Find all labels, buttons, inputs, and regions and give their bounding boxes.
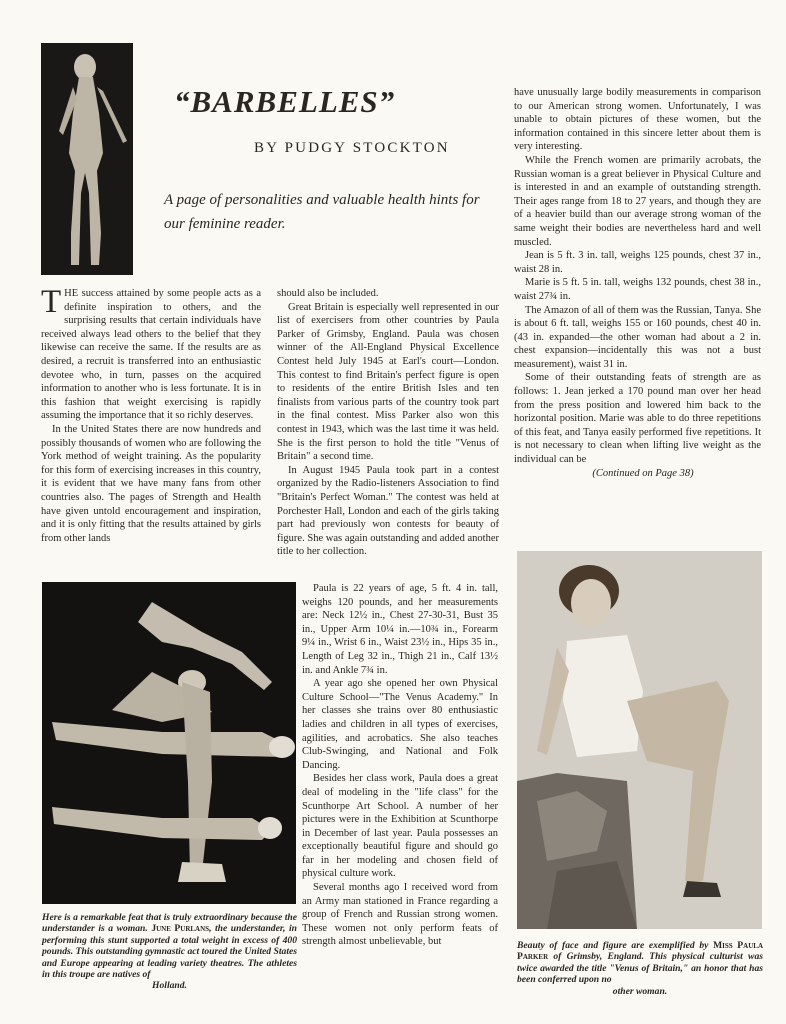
column-2-bottom [302, 582, 498, 949]
column-2-top [277, 287, 499, 559]
article-subtitle: A page of personalities and valuable health hints for our feminine reader. [164, 192, 480, 232]
paragraph: While the French women are primarily acrobats, the Russian woman is a great believer in Physical Culture and is interested in and an example of outstanding strength. Their ages range from 18 to 27 years, and though they are of a heavier build than our average strong woman of the same weight their bodies are nevertheless hard and well muscled. [514, 154, 761, 248]
paragraph: Besides her class work, Paula does a great deal of modeling in the "life class" for the Scunthorpe Art School. A number of her pictures were in the Exhibition at Scunthorpe in December of last year. Paula possesses an exceptionally beautiful figure and should go far in her modeling and chosen field of physical culture work. [302, 773, 498, 880]
paragraph: A year ago she opened her own Physical Culture School—"The Venus Academy." In her classes she trains over 80 enthusiastic ladies and children in all types of exercises, agilities, and acrobatics. She also teaches Club-Swinging, and National and Folk Dancing. [302, 678, 498, 771]
paragraph: Some of their outstanding feats of strength are as follows: 1. Jean jerked a 170 pound man over her head from the press position and lowered him back to the horizontal position. Marie was able to do three repetitions of this feat, and Tanya easily performed five repetitions. It is not necessary to clean when lifting live weight as the individual can be [514, 372, 761, 466]
paragraph: Marie is 5 ft. 5 in. tall, weighs 132 pounds, chest 38 in., waist 27¾ in. [514, 277, 761, 302]
article-byline: BY PUDGY STOCKTON [254, 140, 450, 156]
paragraph: In August 1945 Paula took part in a contest organized by the Radio-listeners Association to find "Britain's Perfect Woman." The contest was held at Porchester Hall, London and each of the girls taking part had previously won contests for beauty of figure. She was again outstanding and added another title to her collection. [277, 464, 499, 558]
column-3 [514, 86, 761, 480]
paragraph: Great Britain is especially well represented in our list of exercisers from other countries by Paula Parker of Grimsby, England. Paula was chosen winner of the All-England Physical Excellence Contest held July 1945 at Earl's court—London. This contest to find Britain's perfect figure is open to residents of the entire British Isles and ten finalists from various parts of the country took part in the final contest. Miss Parker also won this contest in 1943, which was the last time it was held. She is the first person to hold the title "Venus of Britain" a second time. [277, 301, 499, 463]
photo-paula-parker [517, 551, 762, 929]
caption-name: June Purlans [151, 923, 210, 935]
paragraph: Several months ago I received word from an Army man stationed in France regarding a group of French and Russian strong women. These women not only perform feats of strength almost unbelievable, but [302, 882, 498, 948]
paragraph: have unusually large bodily measurements in comparison to our American strong women. Unfortunately, I was unable to obtain pictures of these women, but the information contained in this sincere letter about them is very interesting. [514, 87, 761, 153]
paragraph: Paula is 22 years of age, 5 ft. 4 in. tall, weighs 120 pounds, and her measurements are: Neck 12½ in., Chest 27-30-31, Bust 35 in., Upper Arm 10¼ in.—10¾ in., Forearm 9¼ in., Wrist 6 in., Waist 23½ in., Hips 35 in., Length of Leg 32 in., Thigh 21 in., Calf 13½ in. and Ankle 7¾ in. [302, 583, 498, 676]
paragraph: In the United States there are now hundreds and possibly thousands of women who are following the York method of weight training. As the popularity for this form of exercising increases in this country, it is evident that we have many fans from other countries also. The pages of Strength and Health have given untold encouragement and inspiration, and it is only fitting that the results attained by girls from other lands [41, 423, 261, 544]
paragraph: The Amazon of all of them was the Russian, Tanya. She is about 6 ft. tall, weighs 155 or 160 pounds, chest 40 in. (43 in. expanded—the other woman had about a 2 in. chest expansion—incidentally this was not a bust measurement), waist 31 in. [514, 304, 761, 370]
paragraph: should also be included. [277, 288, 379, 299]
caption-acrobats: Here is a remarkable feat that is truly extraordinary because the understander is a woman. June Purlans, the understander, in performing this stunt supported a total weight in excess of 400 pounds. This outstanding gymnastic act toured the United States and Europe appearing at leading variety theatres. The athletes in this troupe are natives of Holland. [42, 912, 297, 992]
photo-acrobat-troupe [42, 582, 296, 904]
column-1 [41, 284, 261, 545]
paragraph: THE success attained by some people acts as a definite inspiration to others, and the surprising results that certain individuals have received always lead others to the belief that they likewise can receive the same. If the results are as desired, a recruit is transferred into an enthusiastic devotee who, in turn, passes on the acquired information to another who is less fortunate. It is in this fashion that weight exercising is rapidly assuming the importance that it so richly deserves. [41, 284, 261, 422]
drop-cap: T [41, 284, 62, 320]
photo-woman-posing [41, 43, 133, 275]
paragraph: Jean is 5 ft. 3 in. tall, weighs 125 pounds, chest 37 in., waist 28 in. [514, 250, 761, 275]
continued-notice: (Continued on Page 38) [592, 467, 694, 479]
caption-name: Miss Paula Parker [517, 940, 763, 963]
caption-paula-parker: Beauty of face and figure are exemplified by Miss Paula Parker of Grimsby, England. This physical culturist was twice awarded the title "Venus of Britain," an honor that has been conferred upon no other woman. [517, 940, 763, 997]
article-title: “BARBELLES” [174, 84, 396, 119]
